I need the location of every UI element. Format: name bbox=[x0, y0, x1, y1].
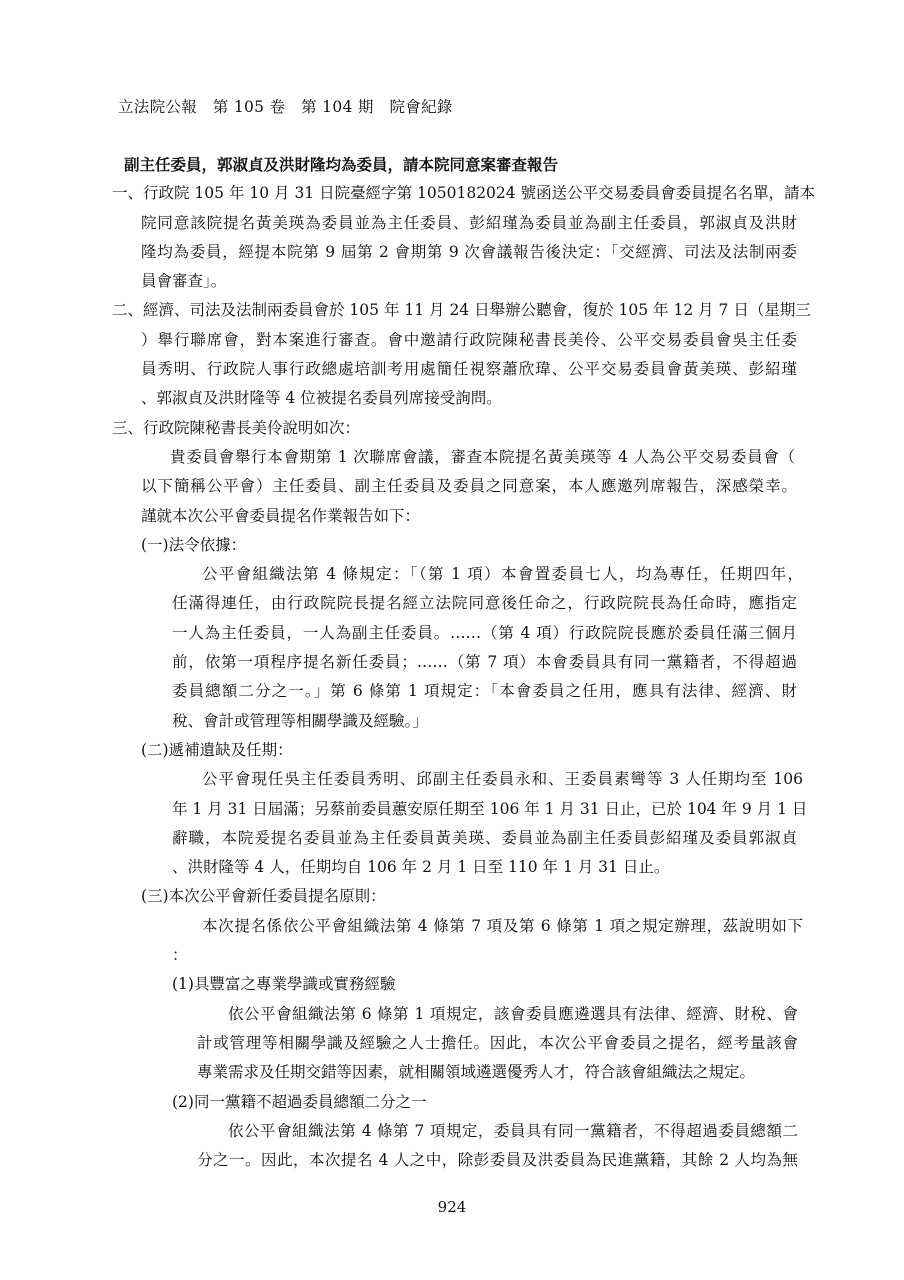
text-line bbox=[0, 707, 904, 736]
text-line bbox=[0, 179, 904, 208]
text-line-content: 員秀明、行政院人事行政總處培訓考用處簡任視察蕭欣瑋、公平交易委員會黃美瑛、彭紹瑾 bbox=[141, 360, 797, 379]
text-line bbox=[0, 1117, 904, 1146]
text-line bbox=[0, 1058, 904, 1087]
text-line bbox=[0, 355, 904, 384]
text-line bbox=[0, 736, 904, 765]
text-line bbox=[0, 502, 904, 531]
text-line bbox=[0, 824, 904, 853]
text-line bbox=[0, 531, 904, 560]
text-line bbox=[0, 560, 904, 589]
text-line-content: 辭職，本院爰提名委員並為主任委員黃美瑛、委員並為副主任委員彭紹瑾及委員郭淑貞 bbox=[172, 828, 797, 847]
text-line-content: 公平會組織法第 4 條規定：「（第 1 項）本會置委員七人，均為專任，任期四年， bbox=[202, 565, 803, 584]
text-line-content: 謹就本次公平會委員提名作業報告如下： bbox=[141, 506, 421, 525]
text-line bbox=[0, 238, 904, 267]
text-line bbox=[0, 384, 904, 413]
page-number: 924 bbox=[437, 1198, 467, 1216]
text-line-content: 公平會現任吳主任委員秀明、邱副主任委員永和、王委員素彎等 3 人任期均至 106 bbox=[202, 770, 803, 789]
text-line-content: 三、行政院陳秘書長美伶說明如次： bbox=[112, 418, 361, 437]
text-line-content: 任滿得連任，由行政院院長提名經立法院同意後任命之，行政院院長為任命時，應指定 bbox=[172, 594, 797, 613]
text-line-content: 分之一。因此，本次提名 4 人之中，除彭委員及洪委員為民進黨籍，其餘 2 人均為無 bbox=[197, 1151, 798, 1170]
text-line-content: 、郭淑貞及洪財隆等 4 位被提名委員列席接受詢問。 bbox=[141, 389, 502, 408]
text-line-content: 、洪財隆等 4 人，任期均自 106 年 2 月 1 日至 110 年 1 月 31 日止。 bbox=[172, 858, 670, 877]
text-line bbox=[0, 941, 904, 970]
text-line-content: (三)本次公平會新任委員提名原則： bbox=[141, 887, 386, 906]
text-line-content: 依公平會組織法第 6 條第 1 項規定，該會委員應遴選具有法律、經濟、財稅、會 bbox=[228, 1004, 798, 1023]
text-line bbox=[0, 150, 904, 179]
text-line-content: 一、行政院 105 年 10 月 31 日院臺經字第 1050182024 號函送公平交易委員會委員提名名單，請本 bbox=[112, 184, 816, 203]
text-line-content: (一)法令依據： bbox=[141, 535, 247, 554]
text-line-content: (二)遞補遺缺及任期： bbox=[141, 740, 293, 759]
text-line-content: 院同意該院提名黃美瑛為委員並為主任委員、彭紹瑾為委員並為副主任委員，郭淑貞及洪財 bbox=[141, 213, 797, 232]
text-line bbox=[0, 209, 904, 238]
text-line bbox=[0, 414, 904, 443]
text-line bbox=[0, 619, 904, 648]
text-line-content: 本次提名係依公平會組織法第 4 條第 7 項及第 6 條第 1 項之規定辦理，茲說明如下 bbox=[202, 916, 803, 935]
text-line bbox=[0, 912, 904, 941]
text-line-content: 委員總額二分之一。」第 6 條第 1 項規定：「本會委員之任用，應具有法律、經濟、財 bbox=[172, 682, 797, 701]
text-line-content: (1)具豐富之專業學識或實務經驗 bbox=[172, 975, 396, 994]
text-line-content: 專業需求及任期交錯等因素，就相關領域遴選優秀人才，符合該會組織法之規定。 bbox=[197, 1063, 756, 1082]
text-line-content: 貴委員會舉行本會期第 1 次聯席會議，審查本院提名黃美瑛等 4 人為公平交易委員會（ bbox=[170, 447, 795, 466]
text-line bbox=[0, 1029, 904, 1058]
text-line bbox=[0, 589, 904, 618]
text-line bbox=[0, 443, 904, 472]
text-line-content: 以下簡稱公平會）主任委員、副主任委員及委員之同意案，本人應邀列席報告，深感榮幸。 bbox=[141, 477, 797, 496]
text-line bbox=[0, 853, 904, 882]
text-line-content: 稅、會計或管理等相關學識及經驗。」 bbox=[172, 711, 428, 730]
text-line-content: (2)同一黨籍不超過委員總額二分之一 bbox=[172, 1092, 427, 1111]
text-line bbox=[0, 648, 904, 677]
text-line bbox=[0, 267, 904, 296]
text-line-content: ）舉行聯席會，對本案進行審查。會中邀請行政院陳秘書長美伶、公平交易委員會吳主任委 bbox=[141, 330, 797, 349]
text-line-content: 隆均為委員，經提本院第 9 屆第 2 會期第 9 次會議報告後決定：「交經濟、司法及法制兩委 bbox=[141, 242, 797, 261]
text-line bbox=[0, 472, 904, 501]
text-line bbox=[0, 326, 904, 355]
text-line-content: 前，依第一項程序提名新任委員；……（第 7 項）本會委員具有同一黨籍者，不得超過 bbox=[172, 653, 797, 672]
text-line bbox=[0, 677, 904, 706]
text-line-content: 年 1 月 31 日屆滿；另蔡前委員蕙安原任期至 106 年 1 月 31 日止，已於 104 年 9 月 1 日 bbox=[172, 799, 808, 818]
page-header: 立法院公報 第 105 卷 第 104 期 院會紀錄 bbox=[118, 98, 453, 116]
text-line-content: 副主任委員，郭淑貞及洪財隆均為委員，請本院同意案審查報告 bbox=[124, 155, 559, 174]
text-line bbox=[0, 1146, 904, 1175]
text-line bbox=[0, 795, 904, 824]
text-line bbox=[0, 882, 904, 911]
text-line-content: 一人為主任委員，一人為副主任委員。……（第 4 項）行政院院長應於委員任滿三個月 bbox=[172, 623, 797, 642]
text-line bbox=[0, 1088, 904, 1117]
text-line-content: 員會審查」。 bbox=[141, 272, 227, 291]
text-line bbox=[0, 765, 904, 794]
text-line-content: 二、經濟、司法及法制兩委員會於 105 年 11 月 24 日舉辦公聽會，復於 105 年 12 月 7 日（星期三 bbox=[112, 301, 811, 320]
text-line bbox=[0, 1000, 904, 1029]
text-line bbox=[0, 970, 904, 999]
document-body bbox=[0, 150, 904, 1175]
text-line-content: ： bbox=[172, 946, 188, 965]
text-line-content: 依公平會組織法第 4 條第 7 項規定，委員具有同一黨籍者，不得超過委員總額二 bbox=[228, 1121, 798, 1140]
text-line-content: 計或管理等相關學識及經驗之人士擔任。因此，本次公平會委員之提名，經考量該會 bbox=[197, 1033, 798, 1052]
text-line bbox=[0, 296, 904, 325]
